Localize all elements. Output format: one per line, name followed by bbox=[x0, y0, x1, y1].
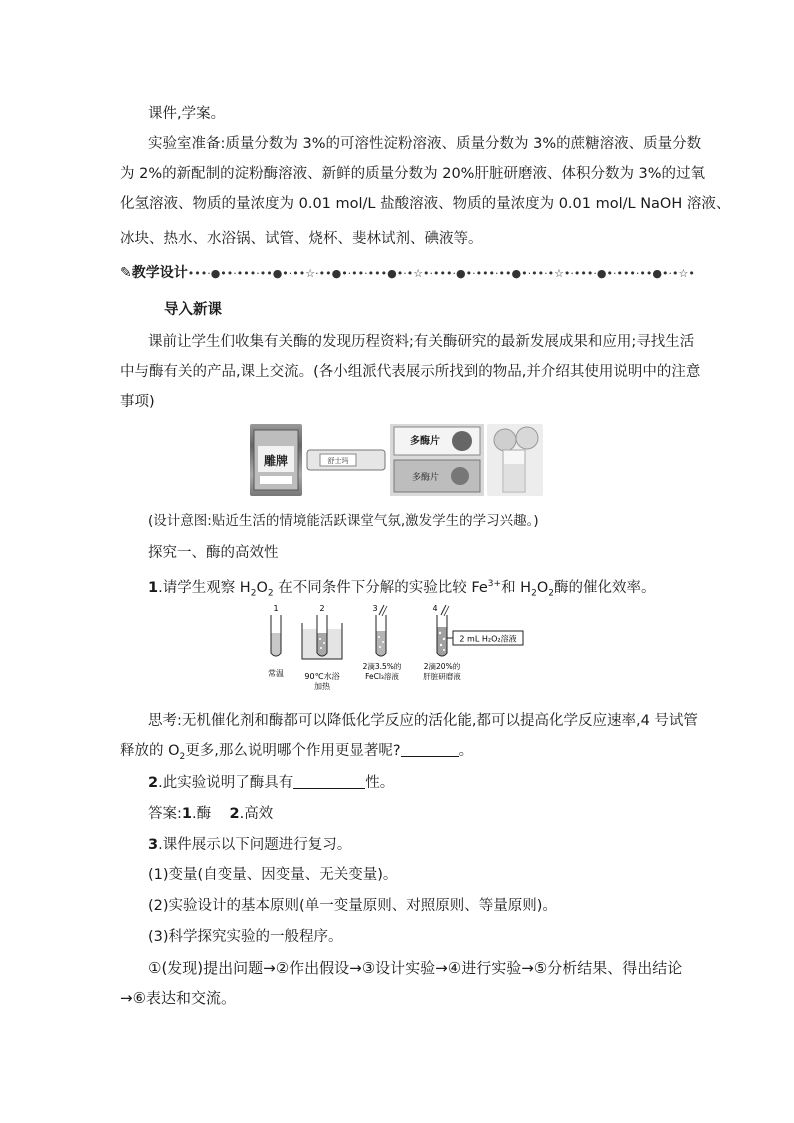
tube-3 bbox=[376, 605, 387, 656]
solution-label: 2 mL H₂O₂溶液 bbox=[459, 634, 517, 644]
answer-line: 答案:1.酶 2.高效 bbox=[148, 806, 274, 822]
intro-line-1: 课前让学生们收集有关酶的发现历程资料;有关酶研究的最新发展成果和应用;寻找生活 bbox=[148, 334, 695, 350]
section-header bbox=[120, 262, 695, 282]
question-1: 1.请学生观察 $H_2O_2$ 在不同条件下分解的实验比较 $Fe^{3+}$和 $H_2O_2$酶的催化效率。 bbox=[148, 579, 656, 599]
toothpaste-icon bbox=[306, 446, 386, 474]
water-bath-beaker bbox=[302, 615, 342, 659]
prep-line-3: 化氢溶液、物质的量浓度为 0.01 mol/L 盐酸溶液、物质的量浓度为 0.01 mol/L NaOH 溶液、 bbox=[120, 196, 731, 212]
review-item-3: (3)科学探究实验的一般程序。 bbox=[148, 929, 343, 945]
intro-line-3: 事项) bbox=[120, 394, 155, 410]
prep-line-2: 为 2%的新配制的淀粉酶溶液、新鲜的质量分数为 20%肝脏研磨液、体积分数为 3%的过氧 bbox=[120, 166, 706, 182]
detergent-bag-icon bbox=[250, 424, 302, 496]
photo-toothpaste bbox=[306, 446, 386, 474]
juice-glass-icon bbox=[487, 424, 543, 496]
think-line-2: 释放的 $O_2$更多,那么说明哪个作用更显著呢? 。 bbox=[120, 743, 474, 762]
experiment-figure bbox=[258, 603, 528, 695]
intro-heading: 导入新课 bbox=[164, 302, 222, 318]
question-2: 2.此实验说明了酶具有 性。 bbox=[148, 775, 395, 791]
photo-detergent bbox=[250, 424, 302, 496]
prep-line-1: 实验室准备:质量分数为 3%的可溶性淀粉溶液、质量分数为 3%的蔗糖溶液、质量分数 bbox=[148, 136, 702, 152]
review-item-2: (2)实验设计的基本原则(单一变量原则、对照原则、等量原则)。 bbox=[148, 898, 557, 914]
explore-heading: 探究一、酶的高效性 bbox=[148, 545, 279, 561]
tube-4-label-a: 2滴20%的 bbox=[423, 662, 461, 671]
pencil-icon: ✎ bbox=[120, 265, 132, 281]
tube-4 bbox=[437, 605, 453, 656]
tube-2-number: 2 bbox=[319, 604, 325, 613]
question-3: 3.课件展示以下问题进行复习。 bbox=[148, 837, 352, 853]
process-line-2: →⑥表达和交流。 bbox=[120, 989, 237, 1007]
photo-3b-text: 多酶片 bbox=[412, 473, 440, 483]
think-line-1: 思考:无机催化剂和酶都可以降低化学反应的活化能,都可以提高化学反应速率,4 号试管 bbox=[148, 713, 698, 729]
text-line: 课件,学案。 bbox=[148, 106, 226, 122]
answer-blank-2[interactable] bbox=[293, 774, 365, 789]
tube-4-label-b: 肝脏研磨液 bbox=[423, 672, 461, 681]
review-item-1: (1)变量(自变量、因变量、无关变量)。 bbox=[148, 867, 398, 883]
section-title: 教学设计 bbox=[131, 265, 188, 281]
photo-juice bbox=[487, 424, 543, 496]
tube-3-label-a: 2滴3.5%的 bbox=[362, 662, 402, 671]
tube-2-label-b: 加热 bbox=[314, 682, 330, 691]
tube-4-number: 4 bbox=[432, 604, 438, 613]
enzyme-box-icon bbox=[390, 424, 484, 496]
design-intent: (设计意图:贴近生活的情境能活跃课堂气氛,激发学生的学习兴趣。) bbox=[148, 513, 539, 529]
tube-1-label: 常温 bbox=[268, 669, 284, 678]
tube-3-number: 3 bbox=[372, 604, 378, 613]
process-line-1: ①(发现)提出问题→②作出假设→③设计实验→④进行实验→⑤分析结果、得出结论 bbox=[148, 959, 683, 977]
photo-1-text: 雕牌 bbox=[263, 454, 289, 468]
prep-line-4: 冰块、热水、水浴锅、试管、烧杯、斐林试剂、碘液等。 bbox=[120, 231, 483, 247]
section-divider: •••·●••·•••·••●•·••☆·••●•·••·•••●•·•☆•·•••·●•·•••·••●•·••·•☆•·•••·●•·•••·••●•·•☆• bbox=[187, 267, 695, 280]
photo-2-text: 舒士玛 bbox=[327, 457, 349, 465]
tube-2-label-a: 90℃水浴 bbox=[304, 672, 340, 681]
photo-enzyme-tablets bbox=[390, 424, 484, 496]
photo-3-text: 多酶片 bbox=[410, 436, 440, 447]
answer-blank-1[interactable] bbox=[401, 742, 459, 757]
tube-1-number: 1 bbox=[273, 604, 279, 613]
tube-1 bbox=[271, 615, 281, 656]
intro-line-2: 中与酶有关的产品,课上交流。(各小组派代表展示所找到的物品,并介绍其使用说明中的注意 bbox=[120, 364, 701, 380]
tube-3-label-b: FeCl₃溶液 bbox=[365, 672, 399, 681]
